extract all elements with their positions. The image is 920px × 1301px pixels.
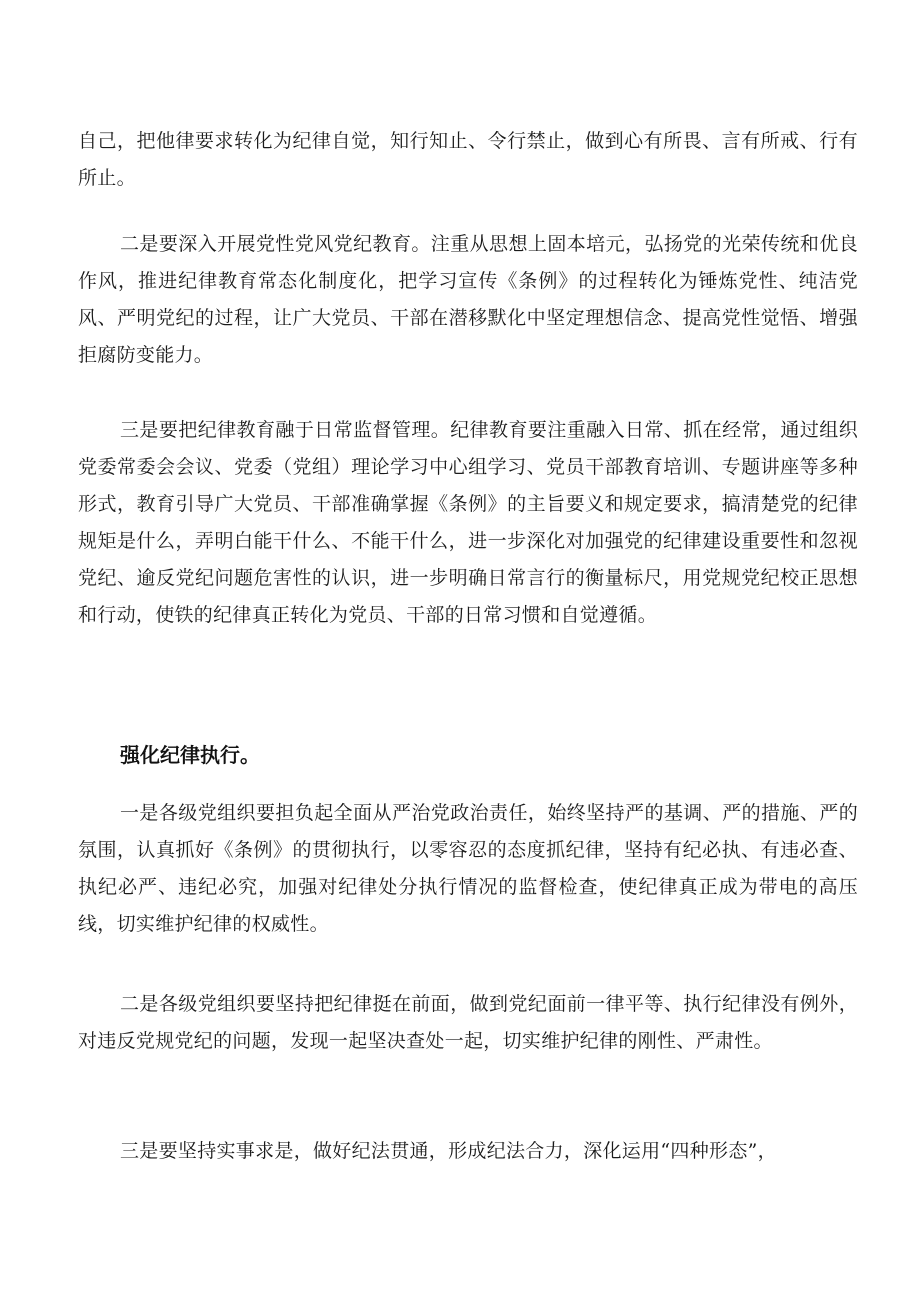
- section-heading: 强化纪律执行。: [120, 743, 260, 767]
- paragraph-continuation: 自己，把他律要求转化为纪律自觉，知行知止、令行禁止，做到心有所畏、言有所戒、行有所止。: [78, 130, 858, 189]
- paragraph-daily-supervision: 三是要把纪律教育融于日常监督管理。纪律教育要注重融入日常、抓在经常，通过组织党委常委会会议、党委（党组）理论学习中心组学习、党员干部教育培训、专题讲座等多种形式，教育引导广大党员、干部准确掌握《条例》的主旨要义和规定要求，搞清楚党的纪律规矩是什么，弄明白能干什么、不能干什么，进一步深化对加强党的纪律建设重要性和忽视党纪、逾反党纪问题危害性的认识，进一步明确日常言行的衡量标尺，用党规党纪校正思想和行动，使铁的纪律真正转化为党员、干部的日常习惯和自觉遵循。: [78, 419, 858, 626]
- paragraph-seek-truth: 三是要坚持实事求是，做好纪法贯通，形成纪法合力，深化运用“四种形态”，: [120, 1140, 777, 1162]
- paragraph-party-responsibility: 一是各级党组织要担负起全面从严治党政治责任，始终坚持严的基调、严的措施、严的氛围，认真抓好《条例》的贯彻执行，以零容忍的态度抓纪律，坚持有纪必执、有违必查、执纪必严、违纪必究，加强对纪律处分执行情况的监督检查，使纪律真正成为带电的高压线，切实维护纪律的权威性。: [78, 802, 858, 935]
- paragraph-party-education: 二是要深入开展党性党风党纪教育。注重从思想上固本培元，弘扬党的光荣传统和优良作风，推进纪律教育常态化制度化，把学习宣传《条例》的过程转化为锤炼党性、纯洁党风、严明党纪的过程，让广大党员、干部在潜移默化中坚定理想信念、提高党性觉悟、增强拒腐防变能力。: [78, 233, 858, 366]
- paragraph-discipline-first: 二是各级党组织要坚持把纪律挺在前面，做到党纪面前一律平等、执行纪律没有例外，对违反党规党纪的问题，发现一起坚决查处一起，切实维护纪律的刚性、严肃性。: [78, 993, 858, 1052]
